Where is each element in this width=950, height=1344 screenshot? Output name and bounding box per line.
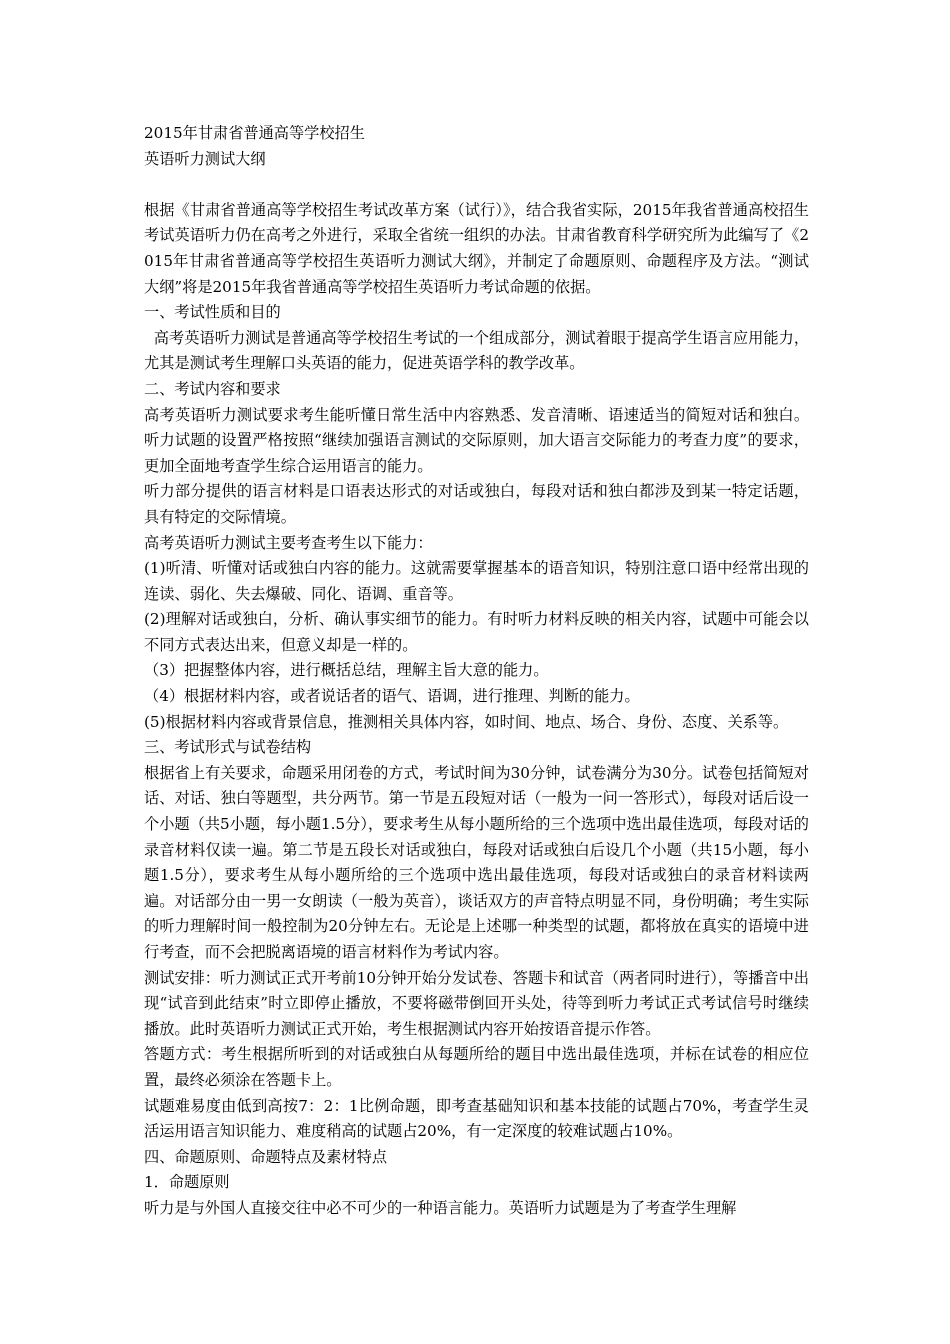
paragraph: 测试安排：听力测试正式开考前10分钟开始分发试卷、答题卡和试音（两者同时进行），等播音中出现“试音到此结束”时立即停止播放，不要将磁带倒回开头处，待等到听力考试正式考试信号时继续播放。此时英语听力测试正式开始，考生根据测试内容开始按语音提示作答。 xyxy=(144,968,809,1038)
section-heading-4: 四、命题原则、命题特点及素材特点 xyxy=(144,1147,387,1166)
intro-paragraph: 根据《甘肃省普通高等学校招生考试改革方案（试行）》，结合我省实际，2015年我省普通高校招生考试英语听力仍在高考之外进行，采取全省统一组织的办法。甘肃省教育科学研究所为此编写了《2015年甘肃省普通高等学校招生英语听力测试大纲》，并制定了命题原则、命题程序及方法。“测试大纲”将是2015年我省普通高等学校招生英语听力考试命题的依据。 xyxy=(144,200,809,296)
section-heading-3: 三、考试形式与试卷结构 xyxy=(144,738,312,757)
list-item: (2)理解对话或独白，分析、确认事实细节的能力。有时听力材料反映的相关内容，试题中可能会以不同方式表达出来，但意义却是一样的。 xyxy=(144,610,809,654)
blank-line xyxy=(144,172,809,198)
paragraph: 答题方式：考生根据所听到的对话或独白从每题所给的题目中选出最佳选项，并标在试卷的相应位置，最终必须涂在答题卡上。 xyxy=(144,1045,809,1089)
paragraph: 高考英语听力测试要求考生能听懂日常生活中内容熟悉、发音清晰、语速适当的简短对话和独白。听力试题的设置严格按照“继续加强语言测试的交际原则，加大语言交际能力的考查力度”的要求，更加全面地考查学生综合运用语言的能力。 xyxy=(144,405,809,475)
section-heading-1: 一、考试性质和目的 xyxy=(144,303,281,322)
list-item: (1)听清、听懂对话或独白内容的能力。这就需要掌握基本的语音知识，特别注意口语中经常出现的连读、弱化、失去爆破、同化、语调、重音等。 xyxy=(144,559,809,603)
list-item: (5)根据材料内容或背景信息，推测相关具体内容，如时间、地点、场合、身份、态度、关系等。 xyxy=(144,712,789,731)
paragraph: 根据省上有关要求，命题采用闭卷的方式，考试时间为30分钟，试卷满分为30分。试卷包括简短对话、对话、独白等题型，共分两节。第一节是五段短对话（一般为一问一答形式），每段对话后设一个小题（共5小题，每小题1.5分），要求考生从每小题所给的三个选项中选出最佳选项，每段对话的录音材料仅读一遍。第二节是五段长对话或独白，每段对话或独白后设几个小题（共15小题，每小题1.5分），要求考生从每小题所给的三个选项中选出最佳选项，每段对话或独白的录音材料读两遍。对话部分由一男一女朗读（一般为英音），谈话双方的声音特点明显不同，身份明确；考生实际的听力理解时间一般控制为20分钟左右。无论是上述哪一种类型的试题，都将放在真实的语境中进行考查，而不会把脱离语境的语言材料作为考试内容。 xyxy=(144,763,809,961)
document-body xyxy=(144,121,809,1222)
paragraph: 试题难易度由低到高按7：2：1比例命题，即考查基础知识和基本技能的试题占70%，考查学生灵活运用语言知识能力、难度稍高的试题占20%，有一定深度的较难试题占10%。 xyxy=(144,1096,809,1141)
paragraph: 高考英语听力测试主要考查考生以下能力： xyxy=(144,533,433,552)
document-title-line1: 2015年甘肃省普通高等学校招生 xyxy=(144,124,365,142)
paragraph: 高考英语听力测试是普通高等学校招生考试的一个组成部分，测试着眼于提高学生语言应用能力，尤其是测试考生理解口头英语的能力，促进英语学科的教学改革。 xyxy=(144,328,810,373)
list-item: （3）把握整体内容，进行概括总结，理解主旨大意的能力。 xyxy=(144,661,549,680)
subsection-heading: 1．命题原则 xyxy=(144,1173,230,1192)
paragraph: 听力部分提供的语言材料是口语表达形式的对话或独白，每段对话和独白都涉及到某一特定话题，具有特定的交际情境。 xyxy=(144,482,809,526)
list-item: （4）根据材料内容，或者说话者的语气、语调，进行推理、判断的能力。 xyxy=(144,687,640,706)
document-title-line2: 英语听力测试大纲 xyxy=(144,149,266,168)
section-heading-2: 二、考试内容和要求 xyxy=(144,379,281,398)
paragraph: 听力是与外国人直接交往中必不可少的一种语言能力。英语听力试题是为了考查学生理解 xyxy=(144,1198,737,1217)
